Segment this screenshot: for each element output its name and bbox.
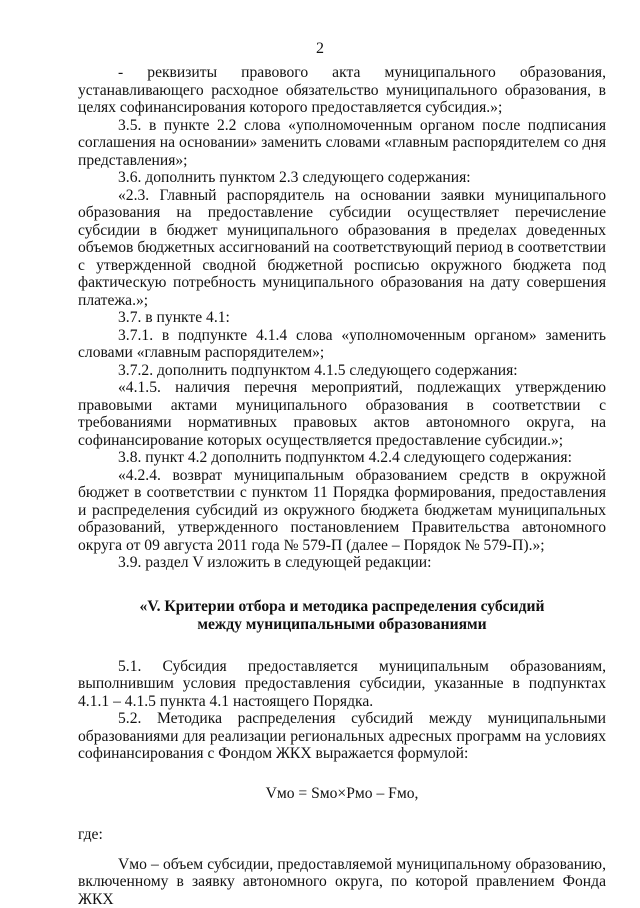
paragraph-3-7-2: 3.7.2. дополнить подпунктом 4.1.5 следующего содержания: bbox=[78, 362, 606, 380]
paragraph-3-7: 3.7. в пункте 4.1: bbox=[78, 309, 606, 327]
paragraph-5-2: 5.2. Методика распределения субсидий между муниципальными образованиями для реализации региональных адресных программ на условиях софинансирования с Фондом ЖКХ выражается формулой: bbox=[78, 710, 606, 763]
page-number: 2 bbox=[0, 40, 640, 58]
paragraph-5-1: 5.1. Субсидия предоставляется муниципальным образованиям, выполнившим условия предоставления субсидии, указанные в подпунктах 4.1.1 – 4.1.5 пункта 4.1 настоящего Порядка. bbox=[78, 658, 606, 711]
paragraph-3-7-1: 3.7.1. в подпункте 4.1.4 слова «уполномоченным органом» заменить словами «главным распорядителем»; bbox=[78, 327, 606, 362]
paragraph-requisites: - реквизиты правового акта муниципального образования, устанавливающего расходное обязательство муниципального образования, в целях софинансирования которого предоставляется субсидия.»; bbox=[78, 64, 606, 117]
document-body bbox=[78, 64, 606, 908]
paragraph-4-1-5-text: «4.1.5. наличия перечня мероприятий, подлежащих утверждению правовыми актами муниципального образования в соответствии с требованиями нормативных правовых актов автономного округа, на софинансирование которых осуществляется предоставление субсидии.»; bbox=[78, 379, 606, 449]
formula: Vмо = Sмо×Pмо – Fмо, bbox=[78, 785, 606, 803]
paragraph-3-9: 3.9. раздел V изложить в следующей редакции: bbox=[78, 554, 606, 572]
section-heading-line2: между муниципальными образованиями bbox=[78, 616, 606, 634]
paragraph-4-2-4-text: «4.2.4. возврат муниципальным образованием средств в окружной бюджет в соответствии с пунктом 11 Порядка формирования, предоставления и распределения субсидий из окружного бюджета бюджетам муниципальных образований, утвержденного постановлением Правительства автономного округа от 09 августа 2011 года № 579-П (далее – Порядок № 579-П).»; bbox=[78, 467, 606, 555]
definition-vmo: Vмо – объем субсидии, предоставляемой муниципальному образованию, включенному в заявку автономного округа, по которой правлением Фонда ЖКХ bbox=[78, 856, 606, 908]
paragraph-3-5: 3.5. в пункте 2.2 слова «уполномоченным органом после подписания соглашения на основании» заменить словами «главным распорядителем со дня представления»; bbox=[78, 117, 606, 170]
section-heading bbox=[78, 598, 606, 634]
where-label: где: bbox=[78, 826, 606, 844]
paragraph-3-8: 3.8. пункт 4.2 дополнить подпунктом 4.2.4 следующего содержания: bbox=[78, 449, 606, 467]
section-heading-line1: «V. Критерии отбора и методика распределения субсидий bbox=[78, 598, 606, 616]
paragraph-2-3-text: «2.3. Главный распорядитель на основании заявки муниципального образования на предоставление субсидии осуществляет перечисление субсидии в бюджет муниципального образования в пределах доведенных объемов бюджетных ассигнований на соответствующий период в соответствии с утвержденной сводной бюджетной росписью окружного бюджета под фактическую потребность муниципального образования на дату совершения платежа.»; bbox=[78, 187, 606, 310]
paragraph-3-6: 3.6. дополнить пунктом 2.3 следующего содержания: bbox=[78, 169, 606, 187]
